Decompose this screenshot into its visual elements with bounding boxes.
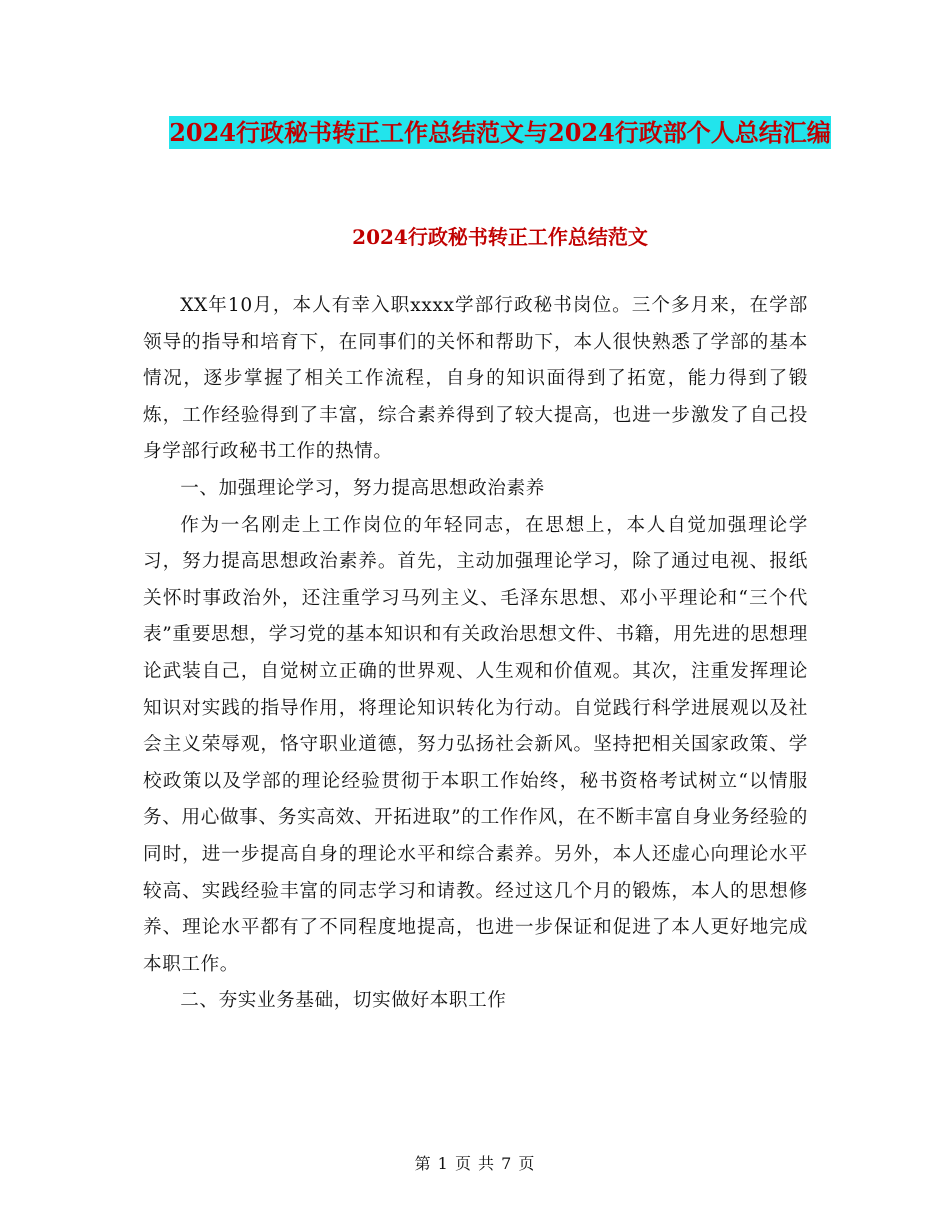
document-title [140, 112, 860, 154]
heading-two: 二、夯实业务基础，切实做好本职工作 [180, 990, 507, 1012]
document-body [143, 288, 808, 1020]
section-title: 2024行政秘书转正工作总结范文 [352, 225, 648, 249]
intro-paragraph: XX年10月，本人有幸入职xxxx学部行政秘书岗位。三个多月来，在学部领导的指导和培育下，在同事们的关怀和帮助下，本人很快熟悉了学部的基本情况，逐步掌握了相关工作流程，自身的知识面得到了拓宽，能力得到了锻炼，工作经验得到了丰富，综合素养得到了较大提高，也进一步激发了自己投身学部行政秘书工作的热情。 [143, 295, 808, 463]
page-number: 第 1 页 共 7 页 [414, 1154, 536, 1173]
page-footer [0, 1152, 950, 1176]
heading-one: 一、加强理论学习，努力提高思想政治素养 [180, 477, 545, 499]
document-title-text: 2024行政秘书转正工作总结范文与2024行政部个人总结汇编 [169, 118, 831, 147]
body-paragraph: 作为一名刚走上工作岗位的年轻同志，在思想上，本人自觉加强理论学习，努力提高思想政治素养。首先，主动加强理论学习，除了通过电视、报纸关怀时事政治外，还注重学习马列主义、毛泽东思想、邓小平理论和“三个代表”重要思想，学习党的基本知识和有关政治思想文件、书籍，用先进的思想理论武装自己，自觉树立正确的世界观、人生观和价值观。其次，注重发挥理论知识对实践的指导作用，将理论知识转化为行动。自觉践行科学进展观以及社会主义荣辱观，恪守职业道德，努力弘扬社会新风。坚持把相关国家政策、学校政策以及学部的理论经验贯彻于本职工作始终，秘书资格考试树立“以情服务、用心做事、务实高效、开拓进取”的工作作风，在不断丰富自身业务经验的同时，进一步提高自身的理论水平和综合素养。另外，本人还虚心向理论水平较高、实践经验丰富的同志学习和请教。经过这几个月的锻炼，本人的思想修养、理论水平都有了不同程度地提高，也进一步保证和促进了本人更好地完成本职工作。 [143, 514, 808, 975]
